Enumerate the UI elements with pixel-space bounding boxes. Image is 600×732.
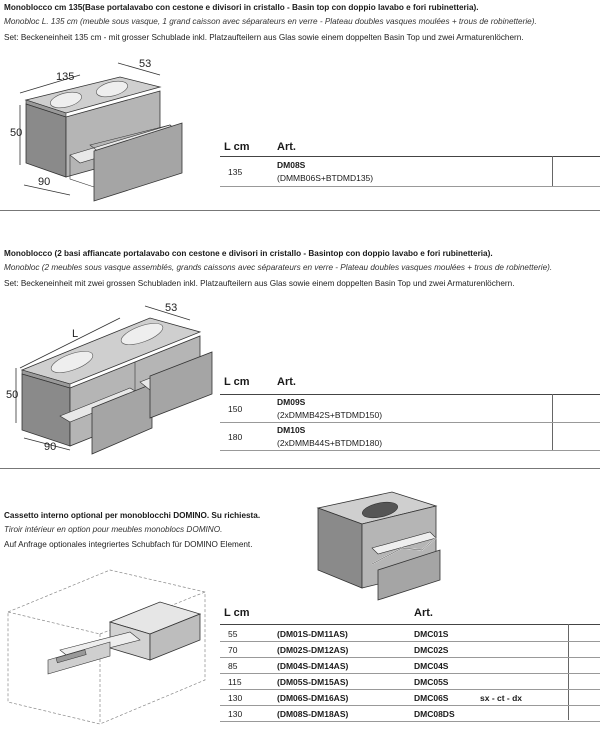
s3-col-art-header: Art. — [414, 607, 433, 619]
row-divider — [220, 721, 600, 722]
row-monoblock: (DM04S-DM14AS) — [277, 661, 349, 671]
section1-title: Monoblocco cm 135(Base portalavabo con cestone e divisori in cristallo - Basin top con doppio lavabo e fori rubinetteria). — [4, 3, 479, 12]
row-divider — [220, 641, 600, 642]
row-l: 70 — [228, 645, 238, 655]
s2-table-bottom — [220, 450, 600, 451]
row-monoblock: (DM06S-DM16AS) — [277, 693, 349, 703]
row-note: sx - ct - dx — [480, 693, 523, 703]
section-separator — [0, 468, 600, 469]
row-monoblock: (DM01S-DM11AS) — [277, 629, 348, 639]
section1-drawing — [0, 55, 230, 205]
row-monoblock: (DM05S-DM15AS) — [277, 677, 349, 687]
row-l: 130 — [228, 693, 243, 703]
section3-drawing-cabinet — [312, 488, 442, 608]
row-divider — [220, 673, 600, 674]
s2-col-l-header: L cm — [224, 376, 250, 388]
row-l: 115 — [228, 677, 242, 687]
row-monoblock: (DM02S-DM12AS) — [277, 645, 349, 655]
s1-col-l-header: L cm — [224, 141, 250, 153]
dim-depth2-label: 90 — [44, 441, 57, 453]
row-art: DMC04S — [414, 661, 449, 671]
row-l: 85 — [228, 661, 238, 671]
s1-table-bottom — [220, 186, 600, 187]
s2-col-art-header: Art. — [277, 376, 296, 388]
dim-depth-label: 53 — [139, 58, 152, 70]
section3-drawing-drawer — [0, 552, 220, 732]
dim-depth-label: 53 — [165, 302, 178, 314]
s1-table-col-line — [552, 156, 553, 186]
s1-col-art-header: Art. — [277, 141, 296, 153]
dim-width-label: 135 — [56, 71, 75, 83]
row-art: DMC01S — [414, 629, 449, 639]
row-divider — [220, 657, 600, 658]
s1-row-art: DM08S — [277, 160, 306, 170]
dim-height-label: 50 — [10, 127, 23, 139]
s1-row-sub: (DMMB06S+BTDMD135) — [277, 173, 374, 183]
s3-table-divider — [220, 624, 600, 625]
s2-row-divider — [220, 422, 600, 423]
s2-row-l: 180 — [228, 432, 243, 442]
section1-title-fr: Monobloc L. 135 cm (meuble sous vasque, 1 grand caisson avec séparateurs en verre - Plateau doubles vasques moulées + trous de robinetterie). — [4, 17, 537, 26]
row-monoblock: (DM08S-DM18AS) — [277, 709, 349, 719]
section3-title-fr: Tiroir intérieur en option pour meubles monoblocs DOMINO. — [4, 525, 223, 534]
row-art: DMC08DS — [414, 709, 455, 719]
s1-row-l: 135 — [228, 167, 243, 177]
row-art: DMC02S — [414, 645, 449, 655]
section3-title: Cassetto interno optional per monoblocchi DOMINO. Su richiesta. — [4, 511, 261, 520]
row-divider — [220, 689, 600, 690]
s2-row-art: DM09S — [277, 397, 306, 407]
dim-height-label: 50 — [6, 389, 19, 401]
s2-row-l: 150 — [228, 404, 243, 414]
row-l: 130 — [228, 709, 243, 719]
section2-title: Monoblocco (2 basi affiancate portalavabo con cestone e divisori in cristallo - Basintop con doppio lavabo e fori rubinetteria). — [4, 249, 493, 258]
section2-drawing — [0, 298, 230, 458]
s2-row-sub: (2xDMMB44S+BTDMD180) — [277, 438, 383, 448]
section3-title-de: Auf Anfrage optionales integriertes Schubfach für DOMINO Element. — [4, 540, 253, 549]
s2-row-art: DM10S — [277, 425, 306, 435]
s2-row-sub: (2xDMMB42S+BTDMD150) — [277, 410, 383, 420]
row-art: DMC05S — [414, 677, 449, 687]
s3-col-l-header: L cm — [224, 607, 250, 619]
section-separator — [0, 210, 600, 211]
section1-title-de: Set: Beckeneinheit 135 cm - mit grosser Schublade inkl. Platzaufteilern aus Glas sowie einem doppelten Basin Top und zwei Armaturenlöchern. — [4, 33, 524, 42]
row-divider — [220, 705, 600, 706]
section2-title-de: Set: Beckeneinheit mit zwei grossen Schubladen inkl. Platzaufteilern aus Glas sowie einem doppelten Basin Top und zwei Armaturenlöchern. — [4, 279, 515, 288]
row-l: 55 — [228, 629, 238, 639]
section2-title-fr: Monobloc (2 meubles sous vasque assemblés, grands caissons avec séparateurs en verre - Plateau doubles vasques moulées + trous de robinetterie). — [4, 263, 553, 272]
s2-table-divider — [220, 394, 600, 395]
row-art: DMC06S — [414, 693, 449, 703]
s1-table-divider — [220, 156, 600, 157]
dim-width-label: L — [72, 328, 79, 340]
dim-depth2-label: 90 — [38, 176, 51, 188]
